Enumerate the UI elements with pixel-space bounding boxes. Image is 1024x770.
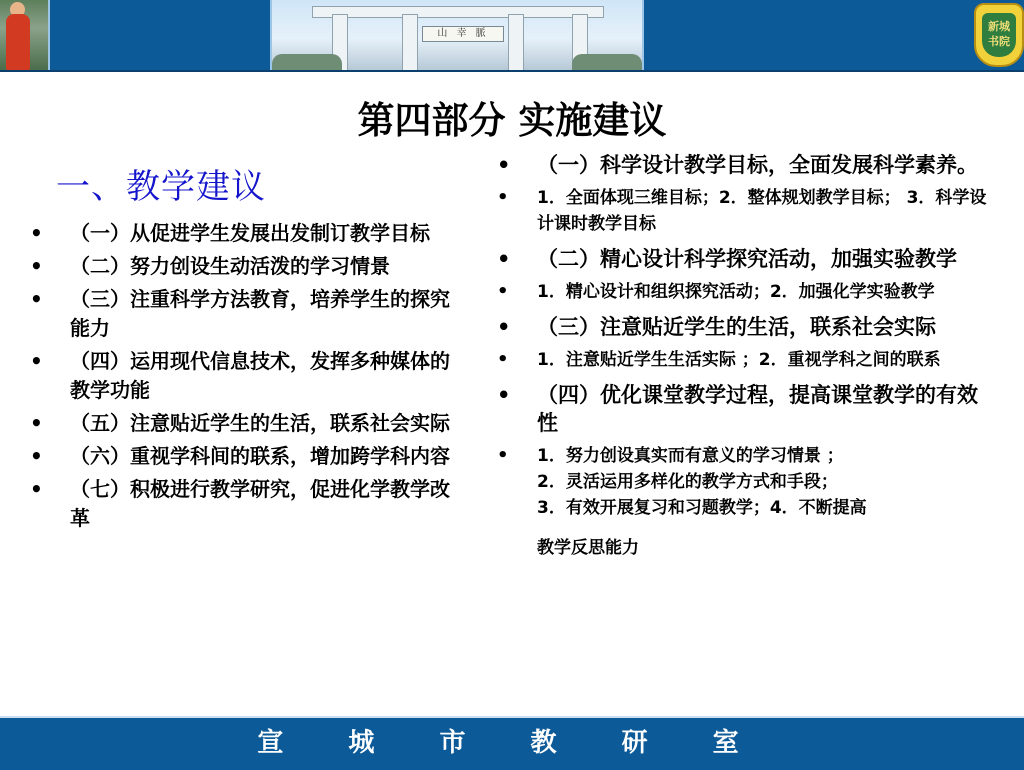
bullet-icon: • xyxy=(497,445,509,466)
teacher-figure xyxy=(6,14,30,70)
bullet-icon: • xyxy=(497,153,511,177)
teaching-suggestions-list xyxy=(30,219,460,537)
campus-gate-photo xyxy=(272,0,642,70)
list-item xyxy=(30,347,460,405)
list-subitem xyxy=(497,279,987,305)
bullet-icon: • xyxy=(497,315,511,339)
list-subitem xyxy=(497,185,987,237)
logo-text: 新城 书院 xyxy=(982,13,1016,57)
footer-org-name: 宣 城 市 教 研 室 xyxy=(257,728,767,758)
list-item-text: （二）精心设计科学探究活动，加强实验教学 xyxy=(537,247,957,271)
list-item xyxy=(30,252,460,281)
teacher-photo xyxy=(0,0,48,70)
list-item xyxy=(30,285,460,343)
implementation-details-list xyxy=(497,151,987,569)
bullet-icon: • xyxy=(497,349,509,370)
bullet-icon: • xyxy=(497,383,511,407)
bullet-icon: • xyxy=(497,187,509,208)
list-item-text: （一）科学设计教学目标，全面发展科学素养。 xyxy=(537,153,978,177)
list-item xyxy=(30,409,460,438)
gate-plaque: 山 幸 脈 xyxy=(422,26,504,42)
list-item xyxy=(497,151,987,179)
list-item xyxy=(497,381,987,437)
banner-divider xyxy=(642,0,644,70)
bullet-icon: • xyxy=(30,254,43,278)
bullet-icon: • xyxy=(497,281,509,302)
list-item-text: （二）努力创设生动活泼的学习情景 xyxy=(70,254,390,278)
list-item xyxy=(30,442,460,471)
list-item-text: （三）注意贴近学生的生活，联系社会实际 xyxy=(537,315,936,339)
list-item-text: 1．精心设计和组织探究活动；2．加强化学实验教学 xyxy=(537,282,935,302)
list-item-line: 3．有效开展复习和习题教学；4．不断提高 xyxy=(537,498,867,518)
list-item-text: 1．注意贴近学生生活实际 ；2．重视学科之间的联系 xyxy=(537,350,941,370)
list-item xyxy=(30,475,460,533)
school-logo xyxy=(970,0,1024,70)
list-item xyxy=(30,219,460,248)
logo-shield-icon xyxy=(974,3,1024,67)
list-item xyxy=(497,313,987,341)
list-subitem xyxy=(497,347,987,373)
list-item-line: 教学反思能力 xyxy=(537,538,639,558)
list-item-text: （五）注意贴近学生的生活，联系社会实际 xyxy=(70,411,450,435)
banner-divider xyxy=(48,0,50,70)
bullet-icon: • xyxy=(30,221,43,245)
bullet-icon: • xyxy=(30,477,43,501)
list-subitem xyxy=(497,443,987,561)
list-item-text: 1．全面体现三维目标；2．整体规划教学目标； 3．科学设计课时教学目标 xyxy=(537,188,987,234)
list-item xyxy=(497,245,987,273)
footer-bar xyxy=(0,716,1024,770)
bullet-icon: • xyxy=(30,287,43,311)
header-banner xyxy=(0,0,1024,72)
slide-title: 第四部分 实施建议 xyxy=(357,98,667,142)
list-item-line xyxy=(537,521,987,535)
list-item-line: 2．灵活运用多样化的教学方式和手段； xyxy=(537,472,838,492)
section-heading: 一、教学建议 xyxy=(56,167,266,207)
list-item-text: （七）积极进行教学研究，促进化学教学改革 xyxy=(70,477,450,530)
list-item-text: （一）从促进学生发展出发制订教学目标 xyxy=(70,221,430,245)
bullet-icon: • xyxy=(30,349,43,373)
list-item-text: （四）优化课堂教学过程，提高课堂教学的有效性 xyxy=(537,383,978,435)
bullet-icon: • xyxy=(30,444,43,468)
list-item-text: （三）注重科学方法教育，培养学生的探究能力 xyxy=(70,287,450,340)
bullet-icon: • xyxy=(30,411,43,435)
list-item-text: （四）运用现代信息技术，发挥多种媒体的教学功能 xyxy=(70,349,450,402)
list-item-text: （六）重视学科间的联系，增加跨学科内容 xyxy=(70,444,450,468)
list-item-line: 1．努力创设真实而有意义的学习情景 ； xyxy=(537,446,844,466)
bullet-icon: • xyxy=(497,247,511,271)
